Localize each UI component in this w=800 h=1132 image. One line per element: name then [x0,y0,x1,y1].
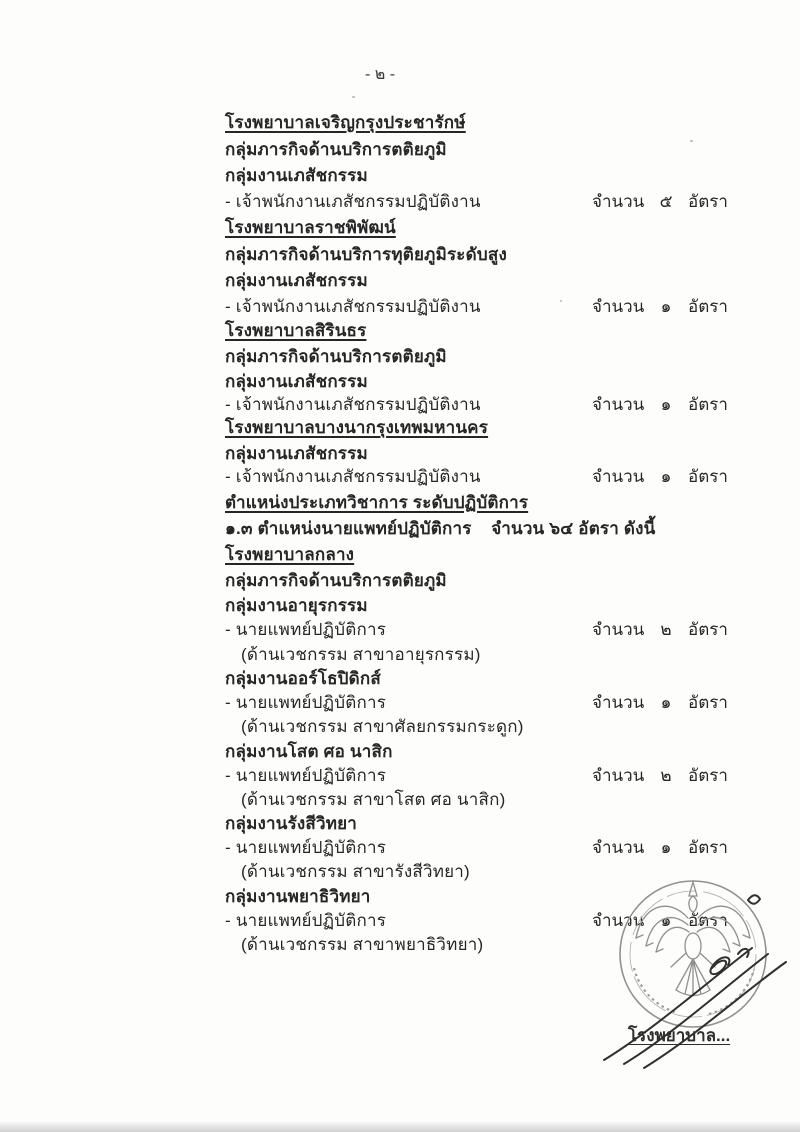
work-group: กลุ่มงานโสต ศอ นาสิก [225,742,393,761]
position-detail: (ด้านเวชกรรม สาขาอายุรกรรม) [241,645,481,664]
quantity-value: ๑ [660,693,672,712]
position-item: - เจ้าพนักงานเภสัชกรรมปฏิบัติงาน [225,467,481,486]
work-group: กลุ่มงานอายุรกรรม [225,596,368,615]
quantity-label: จำนวน [592,838,645,857]
hospital-name: โรงพยาบาลเจริญกรุงประชารักษ์ [225,113,466,132]
quantity-row [592,466,728,488]
work-group: กลุ่มงานพยาธิวิทยา [225,887,371,906]
quantity-unit: อัตรา [688,911,728,930]
quantity-value: ๑ [660,297,672,316]
quantity-unit: อัตรา [688,297,728,316]
scan-edge-shadow [0,1121,800,1132]
work-group: กลุ่มงานเภสัชกรรม [225,444,368,463]
scan-speck [690,140,693,142]
position-item: - เจ้าพนักงานเภสัชกรรมปฏิบัติงาน [225,395,481,414]
quantity-row [592,296,728,318]
quantity-unit: อัตรา [688,192,728,211]
quantity-value: ๑ [660,911,672,930]
quantity-unit: อัตรา [688,467,728,486]
hospital-name: โรงพยาบาลกลาง [225,545,355,564]
quantity-value: ๑ [660,395,672,414]
quantity-unit: อัตรา [688,693,728,712]
section-header: ตำแหน่งประเภทวิชาการ ระดับปฏิบัติการ [225,493,529,512]
quantity-value: ๑ [660,838,672,857]
work-group: กลุ่มงานเภสัชกรรม [225,271,368,290]
page-number: - ๒ - [364,66,396,83]
quantity-unit: อัตรา [688,766,728,785]
position-item: - นายแพทย์ปฏิบัติการ [225,620,387,639]
mission-group: กลุ่มภารกิจด้านบริการตติยภูมิ [225,571,447,590]
position-item: - เจ้าพนักงานเภสัชกรรมปฏิบัติงาน [225,192,481,211]
quantity-label: จำนวน [592,297,645,316]
garuda-emblem-icon [636,882,750,996]
position-item: - นายแพทย์ปฏิบัติการ [225,693,387,712]
quantity-label: จำนวน [592,620,645,639]
hospital-name: โรงพยาบาลราชพิพัฒน์ [225,218,396,237]
position-detail: (ด้านเวชกรรม สาขารังสีวิทยา) [241,862,470,881]
quantity-unit: อัตรา [688,620,728,639]
quantity-row [592,692,728,714]
position-item: - นายแพทย์ปฏิบัติการ [225,838,387,857]
quantity-row [592,619,728,641]
quantity-value: ๕ [659,192,673,211]
quantity-row [592,837,728,859]
mission-group: กลุ่มภารกิจด้านบริการตติยภูมิ [225,347,447,366]
position-detail: (ด้านเวชกรรม สาขาโสต ศอ นาสิก) [241,790,506,809]
quantity-row [592,394,728,416]
quantity-row [592,191,728,213]
quantity-label: จำนวน [592,467,645,486]
position-detail: (ด้านเวชกรรม สาขาพยาธิวิทยา) [241,935,484,954]
quantity-unit: อัตรา [688,838,728,857]
quantity-value: ๒ [660,620,672,639]
work-group: กลุ่มงานรังสีวิทยา [225,814,358,833]
quantity-label: จำนวน [592,192,645,211]
hospital-name: โรงพยาบาลบางนากรุงเทพมหานคร [225,418,489,437]
quantity-unit: อัตรา [688,395,728,414]
quantity-value: ๒ [660,766,672,785]
position-item: - นายแพทย์ปฏิบัติการ [225,766,387,785]
work-group: กลุ่มงานออร์โธปิดิกส์ [225,669,381,688]
quantity-label: จำนวน [592,395,645,414]
quantity-label: จำนวน [592,693,645,712]
position-item: - เจ้าพนักงานเภสัชกรรมปฏิบัติงาน [225,297,481,316]
seal-hospital-label: โรงพยาบาล... [628,1026,731,1045]
quantity-label: จำนวน [592,766,645,785]
position-type-line: ๑.๓ ตำแหน่งนายแพทย์ปฏิบัติการ จำนวน ๖๔ อัตรา ดังนี้ [225,519,656,538]
hospital-name: โรงพยาบาลสิรินธร [225,321,367,340]
quantity-row [592,765,728,787]
work-group: กลุ่มงานเภสัชกรรม [225,372,368,391]
mission-group: กลุ่มภารกิจด้านบริการตติยภูมิ [225,140,447,159]
scan-speck [352,96,355,98]
quantity-label: จำนวน [592,911,645,930]
work-group: กลุ่มงานเภสัชกรรม [225,166,368,185]
scan-speck [560,300,562,302]
quantity-value: ๑ [660,467,672,486]
position-item: - นายแพทย์ปฏิบัติการ [225,911,387,930]
position-detail: (ด้านเวชกรรม สาขาศัลยกรรมกระดูก) [241,717,524,736]
mission-group: กลุ่มภารกิจด้านบริการทุติยภูมิระดับสูง [225,245,507,264]
